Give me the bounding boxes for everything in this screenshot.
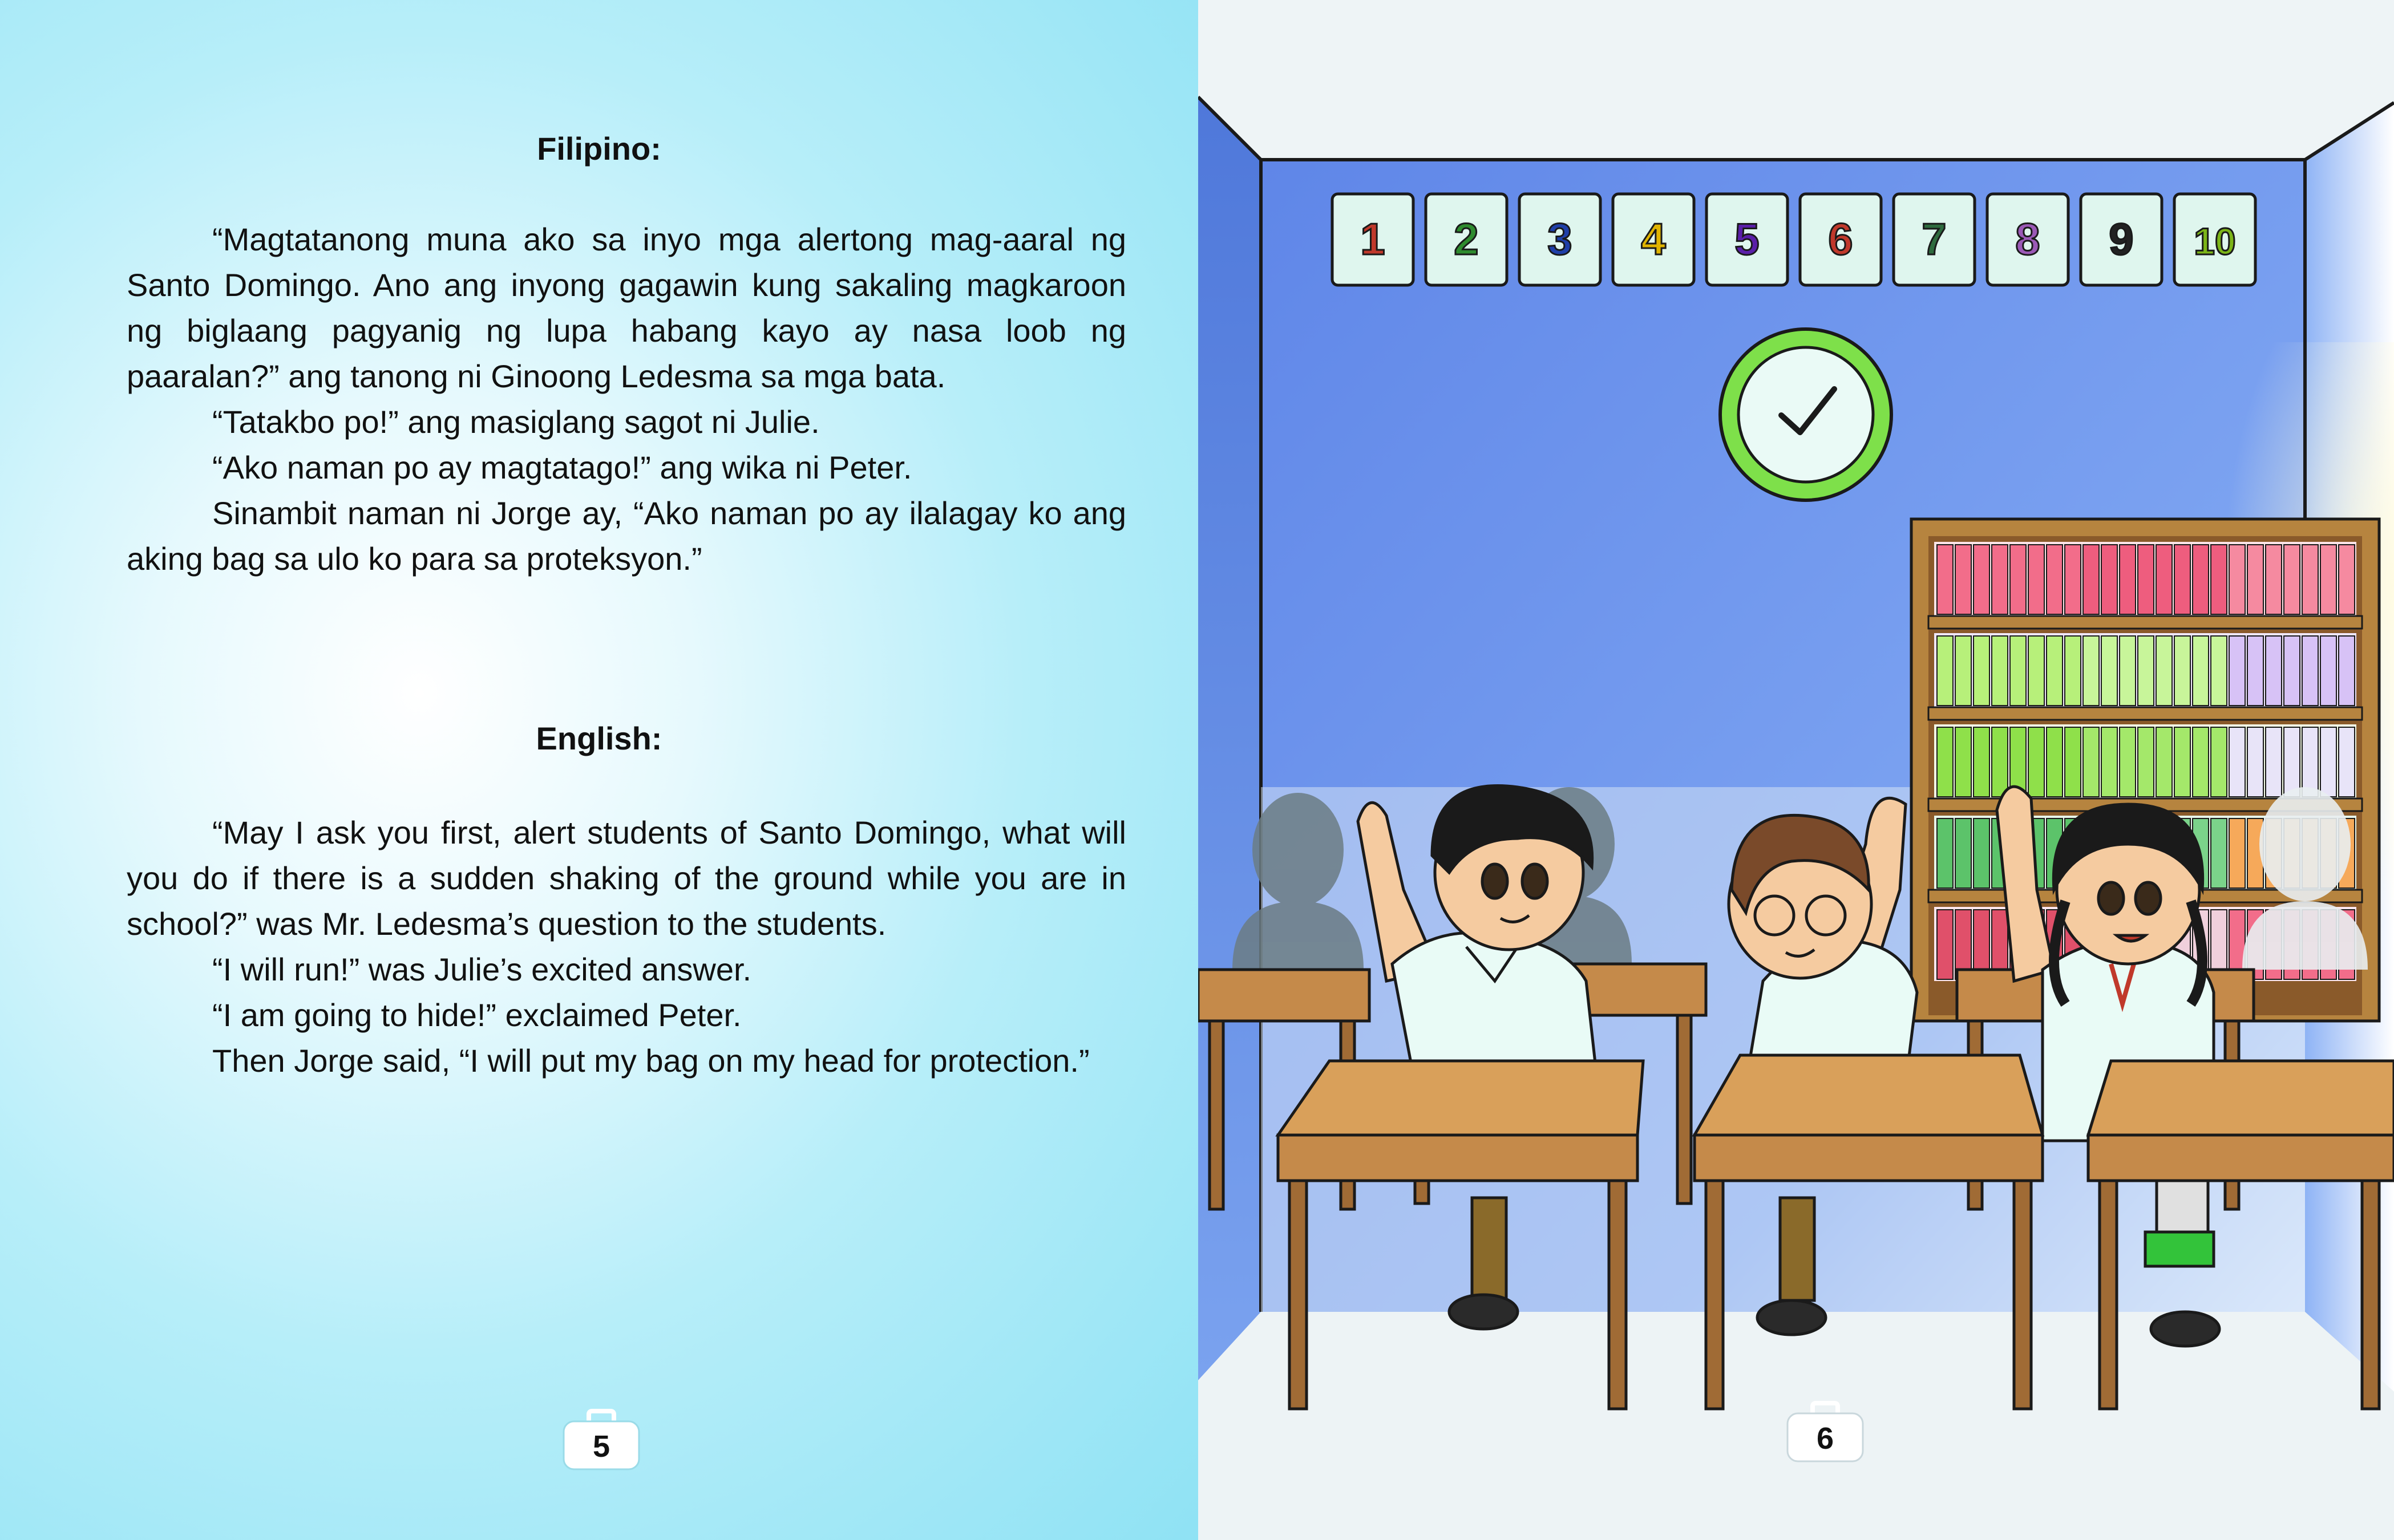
filipino-paragraph-3: “Ako naman po ay magtatago!” ang wika ni Peter. [212, 449, 912, 485]
number-card-3 [1519, 194, 1600, 285]
filipino-paragraph-1: “Magtatanong muna ako sa inyo mga alertong mag-aaral ng Santo Domingo. Ano ang inyong gagawin kung sakaling magkaroon ng biglaang pagyanig ng lupa habang kayo ay nasa loob ng paaralan?” ang tanong ni Ginoong Ledesma sa mga bata. [127, 221, 1126, 394]
right-page [1198, 0, 2394, 1540]
ceiling [1198, 0, 2394, 160]
number-card-label: 4 [1641, 214, 1666, 264]
english-paragraph-3: “I am going to hide!” exclaimed Peter. [212, 997, 742, 1033]
english-heading: English: [536, 720, 662, 756]
left-wall [1198, 97, 1261, 1380]
filipino-paragraph-2: “Tatakbo po!” ang masiglang sagot ni Julie. [212, 404, 820, 440]
english-paragraph-2: “I will run!” was Julie’s excited answer. [212, 951, 752, 987]
page-number-left: 5 [592, 1429, 610, 1464]
number-card-label: 2 [1454, 214, 1479, 264]
number-card-9 [2081, 194, 2162, 285]
filipino-heading: Filipino: [537, 131, 661, 167]
wall-clock [1720, 329, 1891, 500]
classroom-illustration [1198, 0, 2394, 1540]
number-card-1 [1332, 194, 1413, 285]
page-number-badge-left [561, 1408, 641, 1472]
number-card-7 [1894, 194, 1975, 285]
english-paragraph-4: Then Jorge said, “I will put my bag on my head for protection.” [212, 1043, 1090, 1079]
number-card-5 [1706, 194, 1788, 285]
number-card-label: 3 [1547, 214, 1572, 264]
number-card-label: 1 [1360, 214, 1385, 264]
page-number-badge-right [1785, 1400, 1865, 1464]
number-card-6 [1800, 194, 1881, 285]
number-card-2 [1426, 194, 1507, 285]
english-paragraph-1: “May I ask you first, alert students of Santo Domingo, what will you do if there is a sudden shaking of the ground while you are in school?” was Mr. Ledesma’s question to the students. [127, 814, 1126, 942]
filipino-paragraph-4: Sinambit naman ni Jorge ay, “Ako naman po ay ilalagay ko ang aking bag sa ulo ko para sa proteksyon.” [127, 495, 1126, 577]
number-card-4 [1613, 194, 1694, 285]
page-number-right: 6 [1816, 1421, 1834, 1456]
number-card-label: 8 [2015, 214, 2040, 264]
number-card-label: 6 [1828, 214, 1853, 264]
number-card-label: 7 [1922, 214, 1947, 264]
number-card-label: 9 [2109, 214, 2134, 264]
number-card-8 [1987, 194, 2068, 285]
number-card-label: 5 [1734, 214, 1760, 264]
number-card-label: 10 [2194, 220, 2236, 262]
number-card-10 [2174, 194, 2255, 285]
